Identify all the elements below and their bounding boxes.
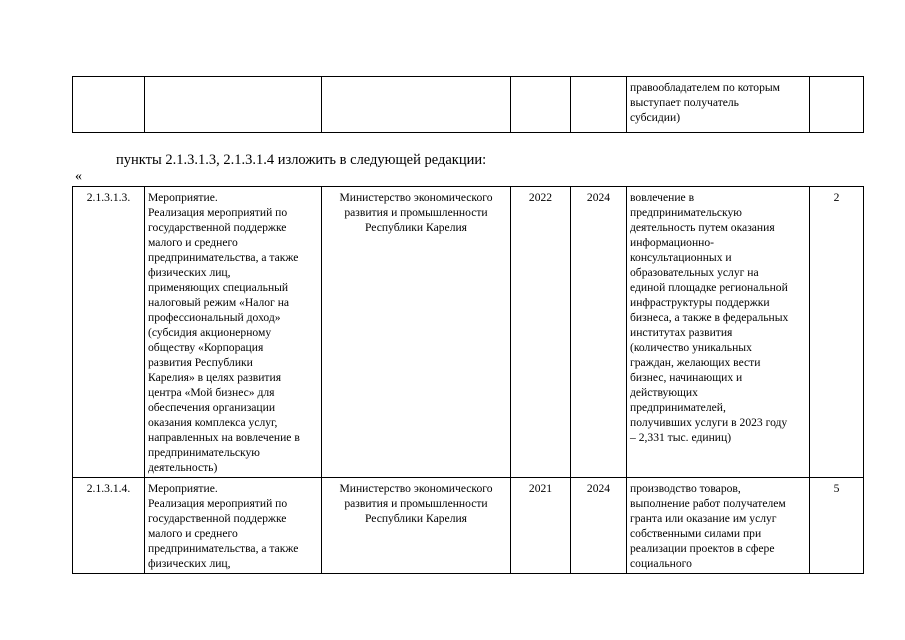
cell-result: производство товаров, выполнение работ получателем гранта или оказание им услуг собственными силами при реализации проектов в сфере социального — [627, 478, 810, 574]
cell-end-year: 2024 — [571, 478, 627, 574]
amendment-instruction: пункты 2.1.3.1.3, 2.1.3.1.4 изложить в следующей редакции: — [116, 152, 487, 168]
cell-activity: Мероприятие. Реализация мероприятий по государственной поддержке малого и среднего предпринимательства, а также физических лиц, — [145, 478, 322, 574]
cell-start-year: 2021 — [511, 478, 571, 574]
cell-indicator — [810, 77, 864, 133]
cell-result: вовлечение в предпринимательскую деятельность путем оказания информационно- консультационных и образовательных услуг на единой площадке региональной инфраструктуры поддержки бизнеса, а также в федеральных институтах развития (количество уникальных граждан, желающих вести бизнес, начинающих и действующих предпринимателей, получивших услуги в 2023 году – 2,331 тыс. единиц) — [627, 187, 810, 478]
cell-start-year — [511, 77, 571, 133]
cell-activity — [145, 77, 322, 133]
cell-end-year — [571, 77, 627, 133]
cell-indicator: 2 — [810, 187, 864, 478]
cell-org: Министерство экономического развития и промышленности Республики Карелия — [322, 478, 511, 574]
cell-num: 2.1.3.1.3. — [73, 187, 145, 478]
cell-org: Министерство экономического развития и промышленности Республики Карелия — [322, 187, 511, 478]
table-row — [73, 478, 864, 574]
table-row — [73, 77, 864, 133]
cell-indicator: 5 — [810, 478, 864, 574]
cell-num — [73, 77, 145, 133]
cell-start-year: 2022 — [511, 187, 571, 478]
cell-org — [322, 77, 511, 133]
cell-result: правообладателем по которым выступает получатель субсидии) — [627, 77, 810, 133]
previous-table-fragment — [72, 76, 864, 133]
opening-quote: « — [75, 169, 82, 184]
activities-table — [72, 186, 864, 574]
cell-end-year: 2024 — [571, 187, 627, 478]
cell-activity: Мероприятие. Реализация мероприятий по государственной поддержке малого и среднего предпринимательства, а также физических лиц, применяющих специальный налоговый режим «Налог на профессиональный доход» (субсидия акционерному обществу «Корпорация развития Республики Карелия» в целях развития центра «Мой бизнес» для обеспечения организации оказания комплекса услуг, направленных на вовлечение в предпринимательскую деятельность) — [145, 187, 322, 478]
table-row — [73, 187, 864, 478]
cell-num: 2.1.3.1.4. — [73, 478, 145, 574]
